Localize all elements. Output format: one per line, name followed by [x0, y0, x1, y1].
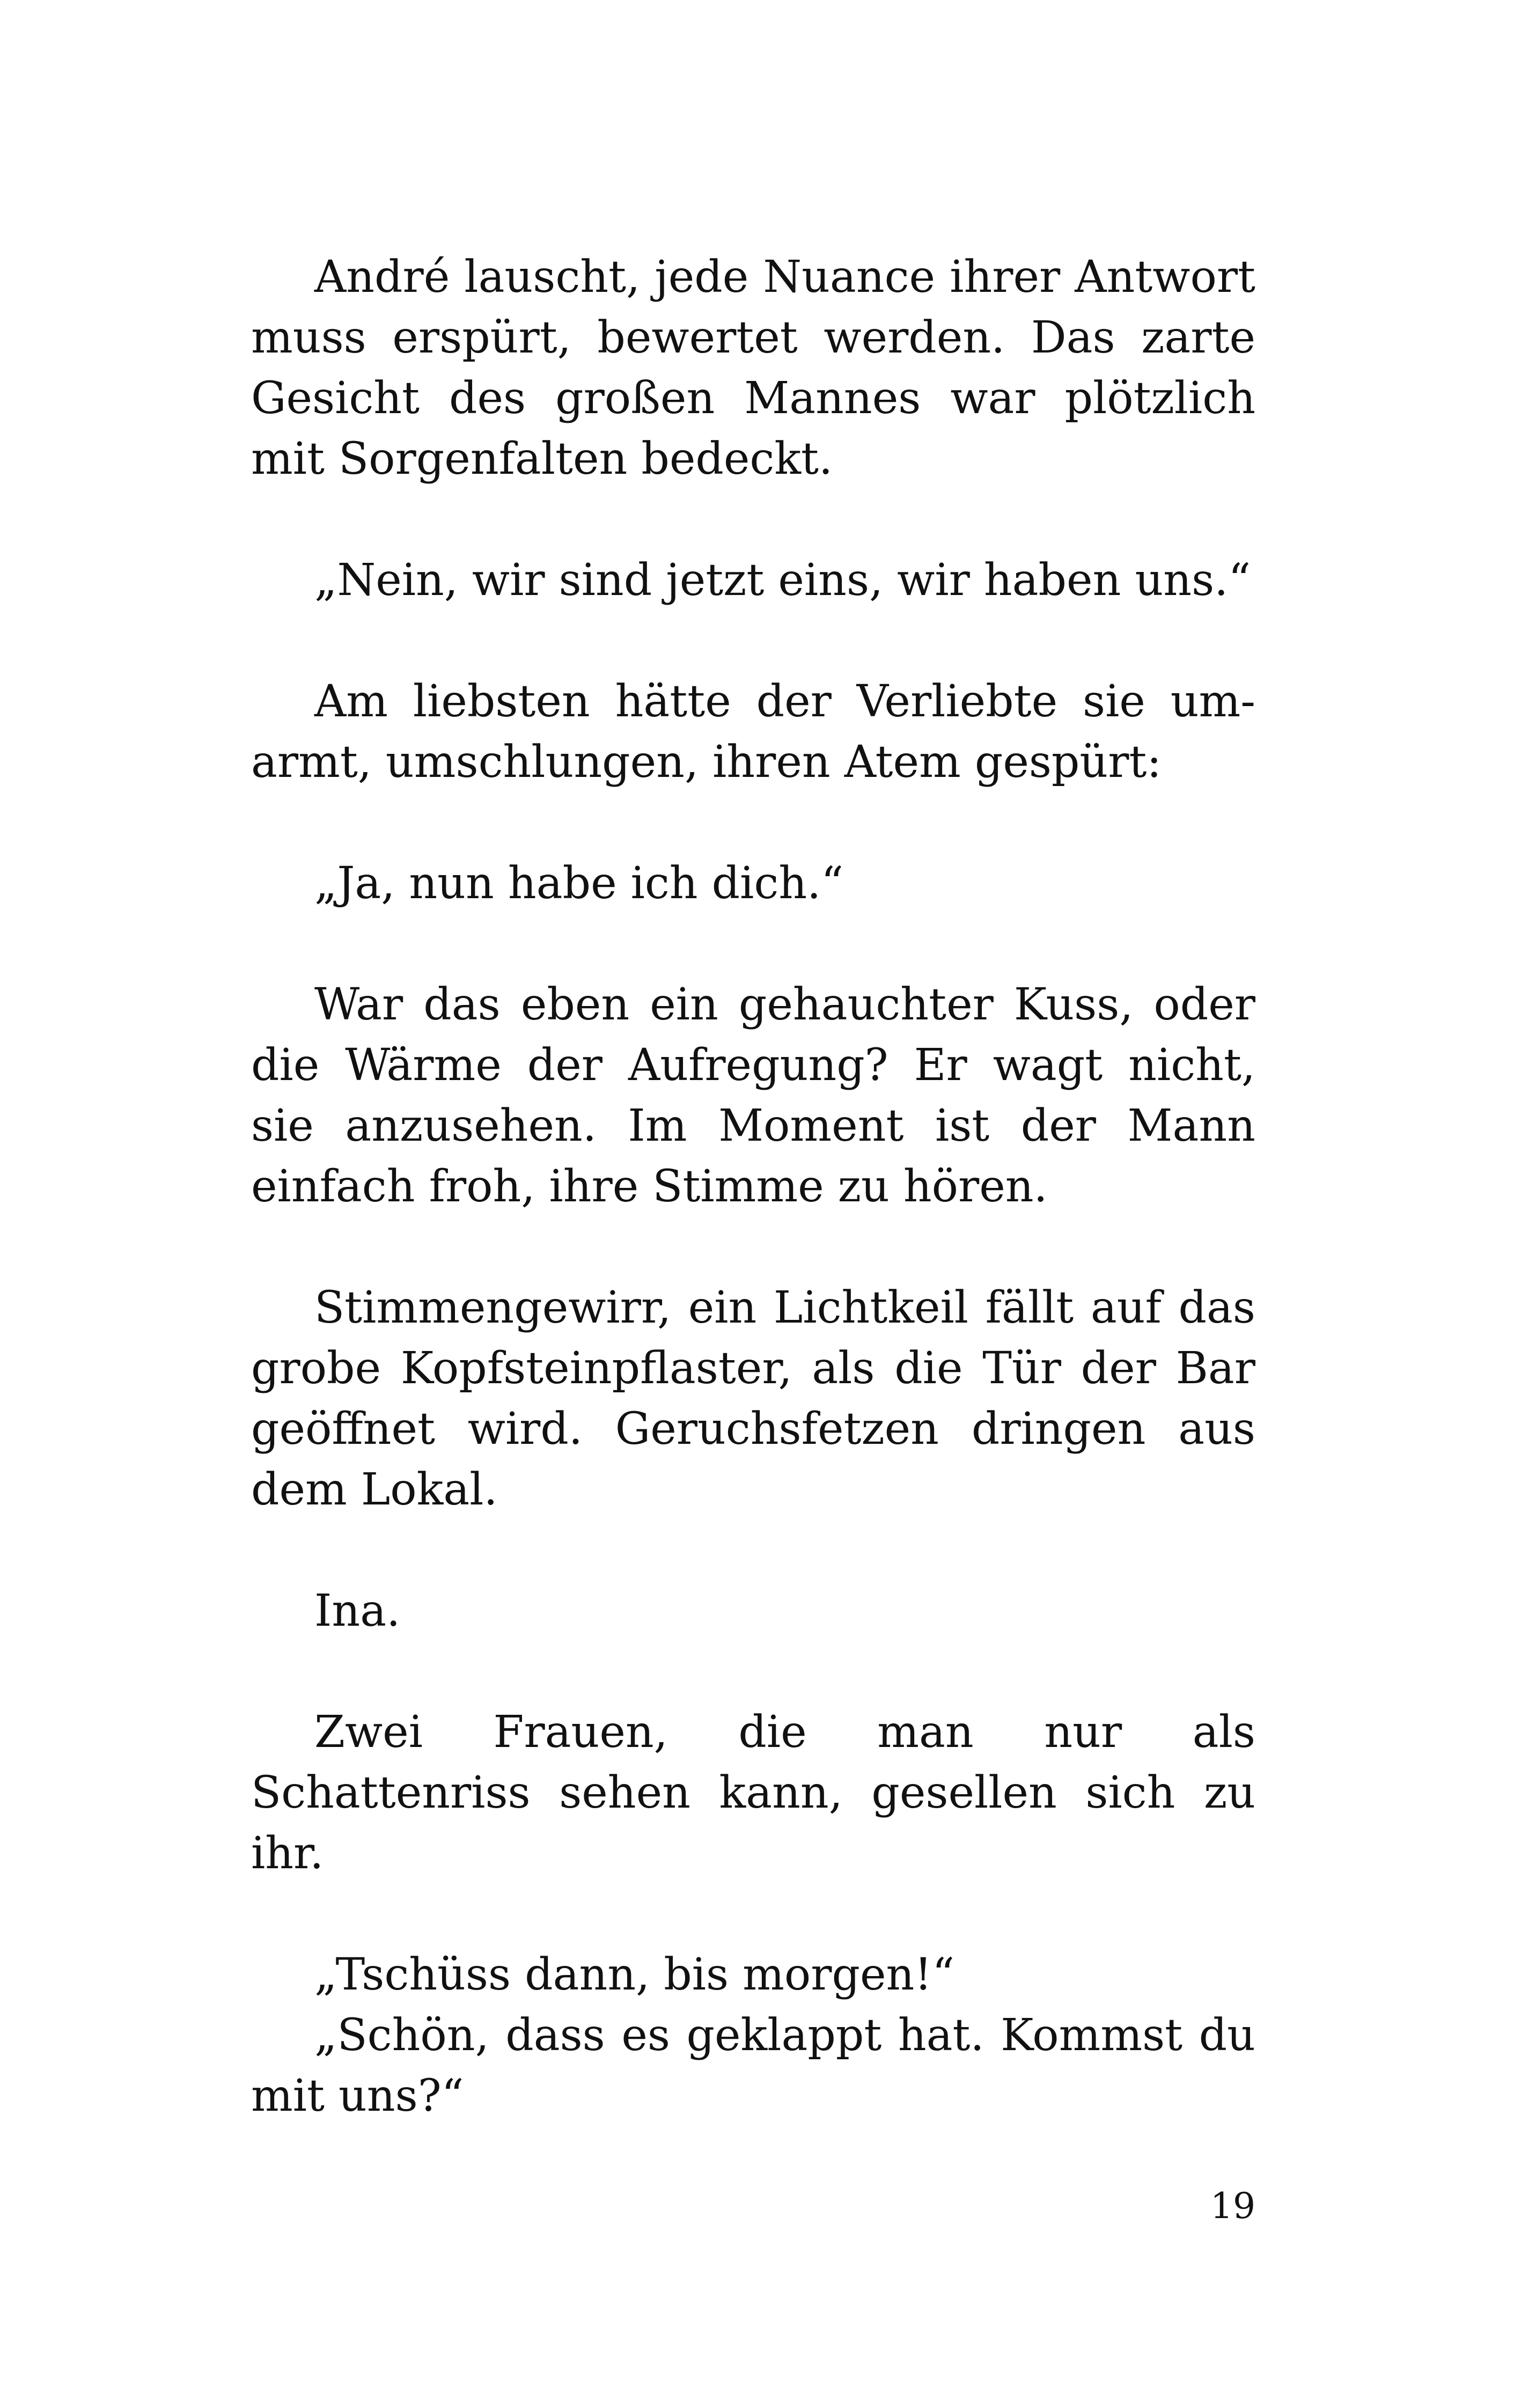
paragraph: War das eben ein gehauchter Kuss, oder die Wärme der Aufregung? Er wagt nicht, sie anzusehen. Im Moment ist der Mann einfach froh, ihre Stimme zu hören.: [251, 979, 1255, 1212]
page-number: 19: [1210, 2185, 1255, 2227]
paragraph: Zwei Frauen, die man nur als Schattenriss sehen kann, gesellen sich zu ihr.: [251, 1707, 1255, 1879]
paragraph: Ina.: [314, 1585, 401, 1636]
paragraph: „Schön, dass es geklappt hat. Kommst du mit uns?“: [251, 2010, 1255, 2121]
paragraph: „Ja, nun habe ich dich.“: [314, 858, 844, 909]
body-text: [251, 247, 1255, 2126]
paragraph: „Nein, wir sind jetzt eins, wir haben uns.“: [314, 555, 1251, 606]
paragraph: Stimmengewirr, ein Lichtkeil fällt auf das grobe Kopfsteinpflaster, als die Tür der Bar geöffnet wird. Geruchsfetzen dringen aus dem Lokal.: [251, 1282, 1255, 1515]
paragraph: André lauscht, jede Nuance ihrer Antwort muss erspürt, bewertet werden. Das zarte Gesicht des großen Mannes war plötzlich mit Sorgenfalten bedeckt.: [251, 252, 1255, 484]
paragraph: „Tschüss dann, bis morgen!“: [314, 1949, 955, 2000]
paragraph: Am liebsten hätte der Verliebte sie umarmt, umschlungen, ihren Atem gespürt:: [251, 676, 1255, 788]
